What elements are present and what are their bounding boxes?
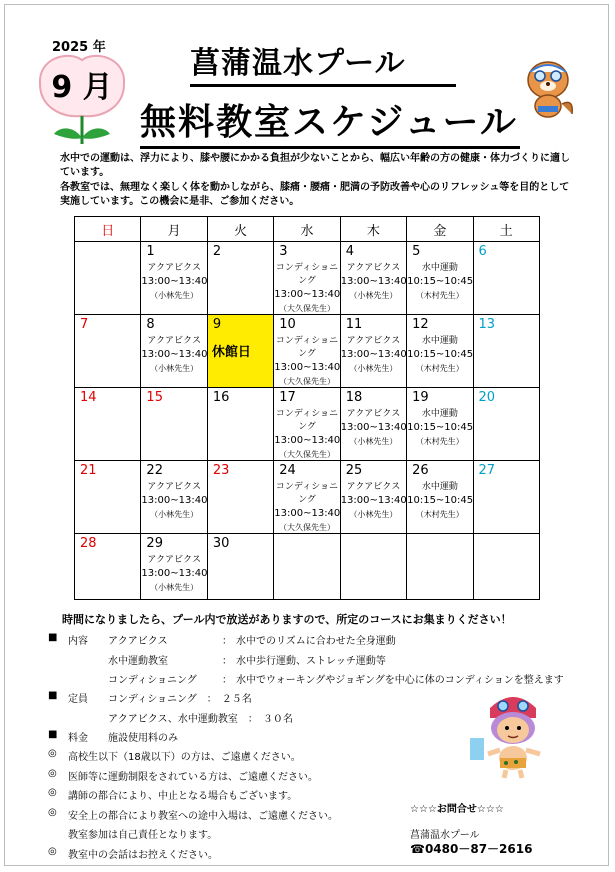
day-number: 30 — [212, 536, 230, 551]
intro-paragraph-1: 水中での運動は、浮力により、膝や腰にかかる負担が少ないことから、幅広い年齢の方の健康・体力づくりに適しています。 — [60, 153, 570, 178]
calendar-day-cell — [141, 461, 207, 534]
calendar-day-cell — [141, 388, 207, 461]
day-number: 7 — [80, 317, 89, 332]
contact-heading: ☆☆☆お問合せ☆☆☆ — [410, 804, 504, 815]
content-name-1: アクアビクス — [108, 636, 168, 647]
day-number: 11 — [345, 317, 363, 332]
day-number: 23 — [212, 463, 230, 478]
calendar-day-cell — [340, 534, 406, 600]
class-time: 13:00~13:40 — [141, 349, 208, 360]
class-entry — [274, 335, 339, 390]
class-entry — [407, 335, 472, 377]
calendar-day-cell — [407, 534, 473, 600]
calendar-day-cell — [274, 461, 340, 534]
class-time: 10:15~10:45 — [407, 422, 474, 433]
calendar-day-cell — [340, 388, 406, 461]
class-time: 13:00~13:40 — [141, 495, 208, 506]
day-number: 12 — [412, 317, 429, 332]
note-text: 医師等に運動制限をされている方は、ご遠慮ください。 — [68, 771, 318, 783]
day-number: 24 — [279, 463, 296, 478]
day-number: 17 — [279, 390, 296, 405]
day-number: 9 — [212, 317, 222, 332]
calendar-day-cell — [407, 461, 473, 534]
class-name: アクアビクス — [346, 263, 401, 273]
day-number: 15 — [146, 390, 163, 405]
calendar-day-cell — [207, 242, 273, 315]
content-sep-2: ： — [222, 656, 232, 667]
raccoon-swimmer-icon — [520, 54, 576, 120]
weekday-header: 水 — [274, 217, 340, 242]
class-entry — [141, 481, 206, 523]
weekday-header: 日 — [75, 217, 141, 242]
class-name: 水中運動 — [421, 263, 458, 273]
day-number: 5 — [412, 244, 421, 259]
content-desc-3: 水中でウォーキングやジョギングを中心に体のコンディションを整えます — [236, 675, 564, 686]
note-mark-icon: ◎ — [48, 767, 57, 779]
bullet-icon: ■ — [48, 632, 58, 643]
class-teacher: （木村先生） — [415, 510, 464, 519]
calendar-day-cell — [207, 388, 273, 461]
mascot-character-icon — [470, 688, 556, 780]
class-teacher: （小林先生） — [349, 510, 398, 519]
month-badge: 9 月 — [51, 70, 113, 105]
weekday-header: 土 — [473, 217, 539, 242]
day-number: 21 — [80, 463, 97, 478]
calendar-day-cell — [340, 242, 406, 315]
day-number: 4 — [345, 244, 354, 259]
class-teacher: （小林先生） — [349, 364, 398, 373]
class-name: アクアビクス — [346, 409, 401, 419]
note-mark-icon: ◎ — [48, 748, 57, 759]
schedule-calendar — [74, 216, 540, 600]
day-number: 28 — [80, 536, 97, 551]
intro-paragraph-2: 各教室では、無理なく楽しく体を動かしながら、膝痛・腰痛・肥満の予防改善や心のリフレッシュ等を目的として実施しています。この機会に是非、ご参加ください。 — [60, 182, 570, 207]
capacity-line-1: コンディショニング ： ２５名 — [108, 694, 252, 705]
announcement-notice: 時間になりましたら、プール内で放送がありますので、所定のコースにお集まりください！ — [62, 613, 512, 626]
fee-text: 施設使用料のみ — [108, 733, 178, 744]
note-mark-icon: ◎ — [48, 787, 57, 798]
class-teacher: （木村先生） — [415, 437, 464, 446]
class-name: アクアビクス — [147, 555, 201, 565]
calendar-day-cell — [141, 315, 207, 388]
calendar-day-cell — [75, 534, 141, 600]
class-entry — [341, 408, 406, 450]
title-underline — [140, 146, 520, 149]
contact-name: 菖蒲温水プール — [410, 830, 480, 841]
calendar-week-row — [75, 315, 540, 388]
class-teacher: （小林先生） — [150, 583, 199, 592]
day-number: 26 — [412, 463, 429, 478]
class-time: 10:15~10:45 — [407, 349, 474, 360]
class-teacher: （大久保先生） — [278, 304, 335, 313]
class-name: コンディショニング — [275, 409, 339, 432]
class-teacher: （小林先生） — [349, 291, 398, 300]
class-time: 13:00~13:40 — [340, 276, 407, 287]
calendar-day-cell — [75, 315, 141, 388]
day-number: 20 — [478, 390, 496, 405]
calendar-day-cell — [141, 242, 207, 315]
class-time: 13:00~13:40 — [274, 362, 341, 373]
day-number: 2 — [212, 244, 222, 259]
content-sep-3: ： — [222, 675, 232, 686]
calendar-day-cell — [274, 534, 340, 600]
class-time: 13:00~13:40 — [340, 422, 407, 433]
weekday-header: 木 — [340, 217, 406, 242]
calendar-day-cell — [207, 534, 273, 600]
calendar-day-cell — [75, 461, 141, 534]
note-text: 教室参加は自己責任となります。 — [68, 830, 218, 841]
weekday-header: 月 — [141, 217, 207, 242]
class-teacher: （大久保先生） — [278, 450, 335, 459]
class-entry — [407, 408, 472, 450]
class-time: 13:00~13:40 — [141, 568, 208, 579]
class-teacher: （木村先生） — [415, 364, 464, 373]
class-time: 10:15~10:45 — [407, 276, 474, 287]
calendar-day-cell — [141, 534, 207, 600]
class-time: 13:00~13:40 — [274, 508, 341, 519]
content-sep-1: ： — [222, 636, 232, 647]
calendar-day-cell — [274, 315, 340, 388]
class-entry — [407, 262, 472, 304]
title-underline — [190, 84, 456, 87]
calendar-day-cell — [75, 242, 141, 315]
class-name: 水中運動 — [421, 409, 458, 419]
calendar-day-cell — [407, 388, 473, 461]
weekday-header: 火 — [207, 217, 273, 242]
class-name: 水中運動 — [421, 336, 458, 346]
note-mark-icon: ◎ — [48, 806, 57, 818]
class-name: コンディショニング — [275, 482, 339, 505]
class-entry — [141, 554, 206, 596]
class-teacher: （小林先生） — [150, 510, 199, 519]
calendar-day-cell — [207, 461, 273, 534]
class-entry — [274, 262, 339, 317]
class-time: 13:00~13:40 — [141, 276, 208, 287]
class-entry — [341, 481, 406, 523]
closed-day-label: 休館日 — [211, 345, 251, 360]
calendar-day-cell — [340, 315, 406, 388]
calendar-day-cell — [274, 242, 340, 315]
day-number: 14 — [80, 390, 97, 405]
day-number: 19 — [412, 390, 429, 405]
bullet-icon: ■ — [48, 690, 58, 701]
day-number: 1 — [146, 244, 155, 259]
class-entry — [274, 408, 339, 463]
class-time: 13:00~13:40 — [274, 289, 341, 300]
day-number: 27 — [478, 463, 496, 478]
class-name: コンディショニング — [275, 336, 339, 359]
class-teacher: （小林先生） — [349, 437, 398, 446]
day-number: 8 — [146, 317, 155, 332]
day-number: 25 — [345, 463, 363, 478]
calendar-day-cell — [207, 315, 273, 388]
class-teacher: （小林先生） — [150, 291, 199, 300]
class-teacher: （大久保先生） — [278, 377, 335, 386]
content-name-2: 水中運動教室 — [108, 656, 168, 667]
calendar-day-cell — [473, 315, 539, 388]
contact-phone: ☎0480－87－2616 — [410, 842, 533, 856]
class-name: 水中運動 — [421, 482, 458, 492]
class-entry — [141, 335, 206, 377]
class-teacher: （木村先生） — [415, 291, 464, 300]
class-name: アクアビクス — [147, 482, 201, 492]
class-time: 13:00~13:40 — [340, 349, 407, 360]
day-number: 13 — [478, 317, 496, 332]
day-number: 22 — [146, 463, 163, 478]
calendar-week-row — [75, 461, 540, 534]
year-label: 2025 年 — [52, 40, 106, 55]
note-text: 高校生以下（18歳以下）の方は、ご遠慮ください。 — [68, 752, 301, 763]
calendar-day-cell — [473, 534, 539, 600]
title-line1: 菖蒲温水プール — [190, 46, 406, 81]
class-entry — [141, 262, 206, 304]
class-entry — [274, 481, 339, 536]
capacity-line-2: アクアビクス、水中運動教室 ： ３０名 — [108, 714, 293, 725]
calendar-day-cell — [340, 461, 406, 534]
day-number: 10 — [279, 317, 296, 332]
calendar-week-row — [75, 388, 540, 461]
class-teacher: （小林先生） — [150, 364, 199, 373]
content-desc-2: 水中歩行運動、ストレッチ運動等 — [236, 656, 386, 667]
bullet-icon: ■ — [48, 729, 58, 740]
note-text: 安全上の都合により教室への途中入場は、ご遠慮ください。 — [68, 810, 338, 822]
calendar-day-cell — [274, 388, 340, 461]
calendar-day-cell — [473, 242, 539, 315]
calendar-day-cell — [473, 388, 539, 461]
class-name: アクアビクス — [346, 482, 401, 492]
class-entry — [341, 262, 406, 304]
calendar-day-cell — [407, 242, 473, 315]
calendar-day-cell — [75, 388, 141, 461]
note-mark-icon: ◎ — [48, 845, 57, 857]
day-number: 16 — [212, 390, 230, 405]
day-number: 29 — [146, 536, 163, 551]
fee-label: 料金 — [68, 733, 88, 744]
calendar-day-cell — [473, 461, 539, 534]
class-entry — [407, 481, 472, 523]
content-name-3: コンディショニング — [108, 675, 197, 686]
title-line2: 無料教室スケジュール — [140, 102, 518, 143]
weekday-header-row — [75, 217, 540, 242]
class-entry — [341, 335, 406, 377]
class-name: アクアビクス — [346, 336, 401, 346]
note-text: 講師の都合により、中止となる場合もございます。 — [68, 791, 298, 802]
content-desc-1: 水中でのリズムに合わせた全身運動 — [236, 636, 396, 647]
class-teacher: （大久保先生） — [278, 523, 335, 532]
capacity-label: 定員 — [68, 694, 88, 705]
calendar-week-row — [75, 534, 540, 600]
calendar-day-cell — [407, 315, 473, 388]
weekday-header: 金 — [407, 217, 473, 242]
class-time: 10:15~10:45 — [407, 495, 474, 506]
class-name: コンディショニング — [275, 263, 339, 286]
day-number: 18 — [345, 390, 363, 405]
class-time: 13:00~13:40 — [340, 495, 407, 506]
note-text: 教室中の会話はお控えください。 — [68, 849, 218, 861]
calendar-week-row — [75, 242, 540, 315]
content-label: 内容 — [68, 636, 88, 647]
day-number: 3 — [279, 244, 288, 259]
class-time: 13:00~13:40 — [274, 435, 341, 446]
class-name: アクアビクス — [147, 336, 201, 346]
day-number: 6 — [478, 244, 487, 259]
class-name: アクアビクス — [147, 263, 201, 273]
